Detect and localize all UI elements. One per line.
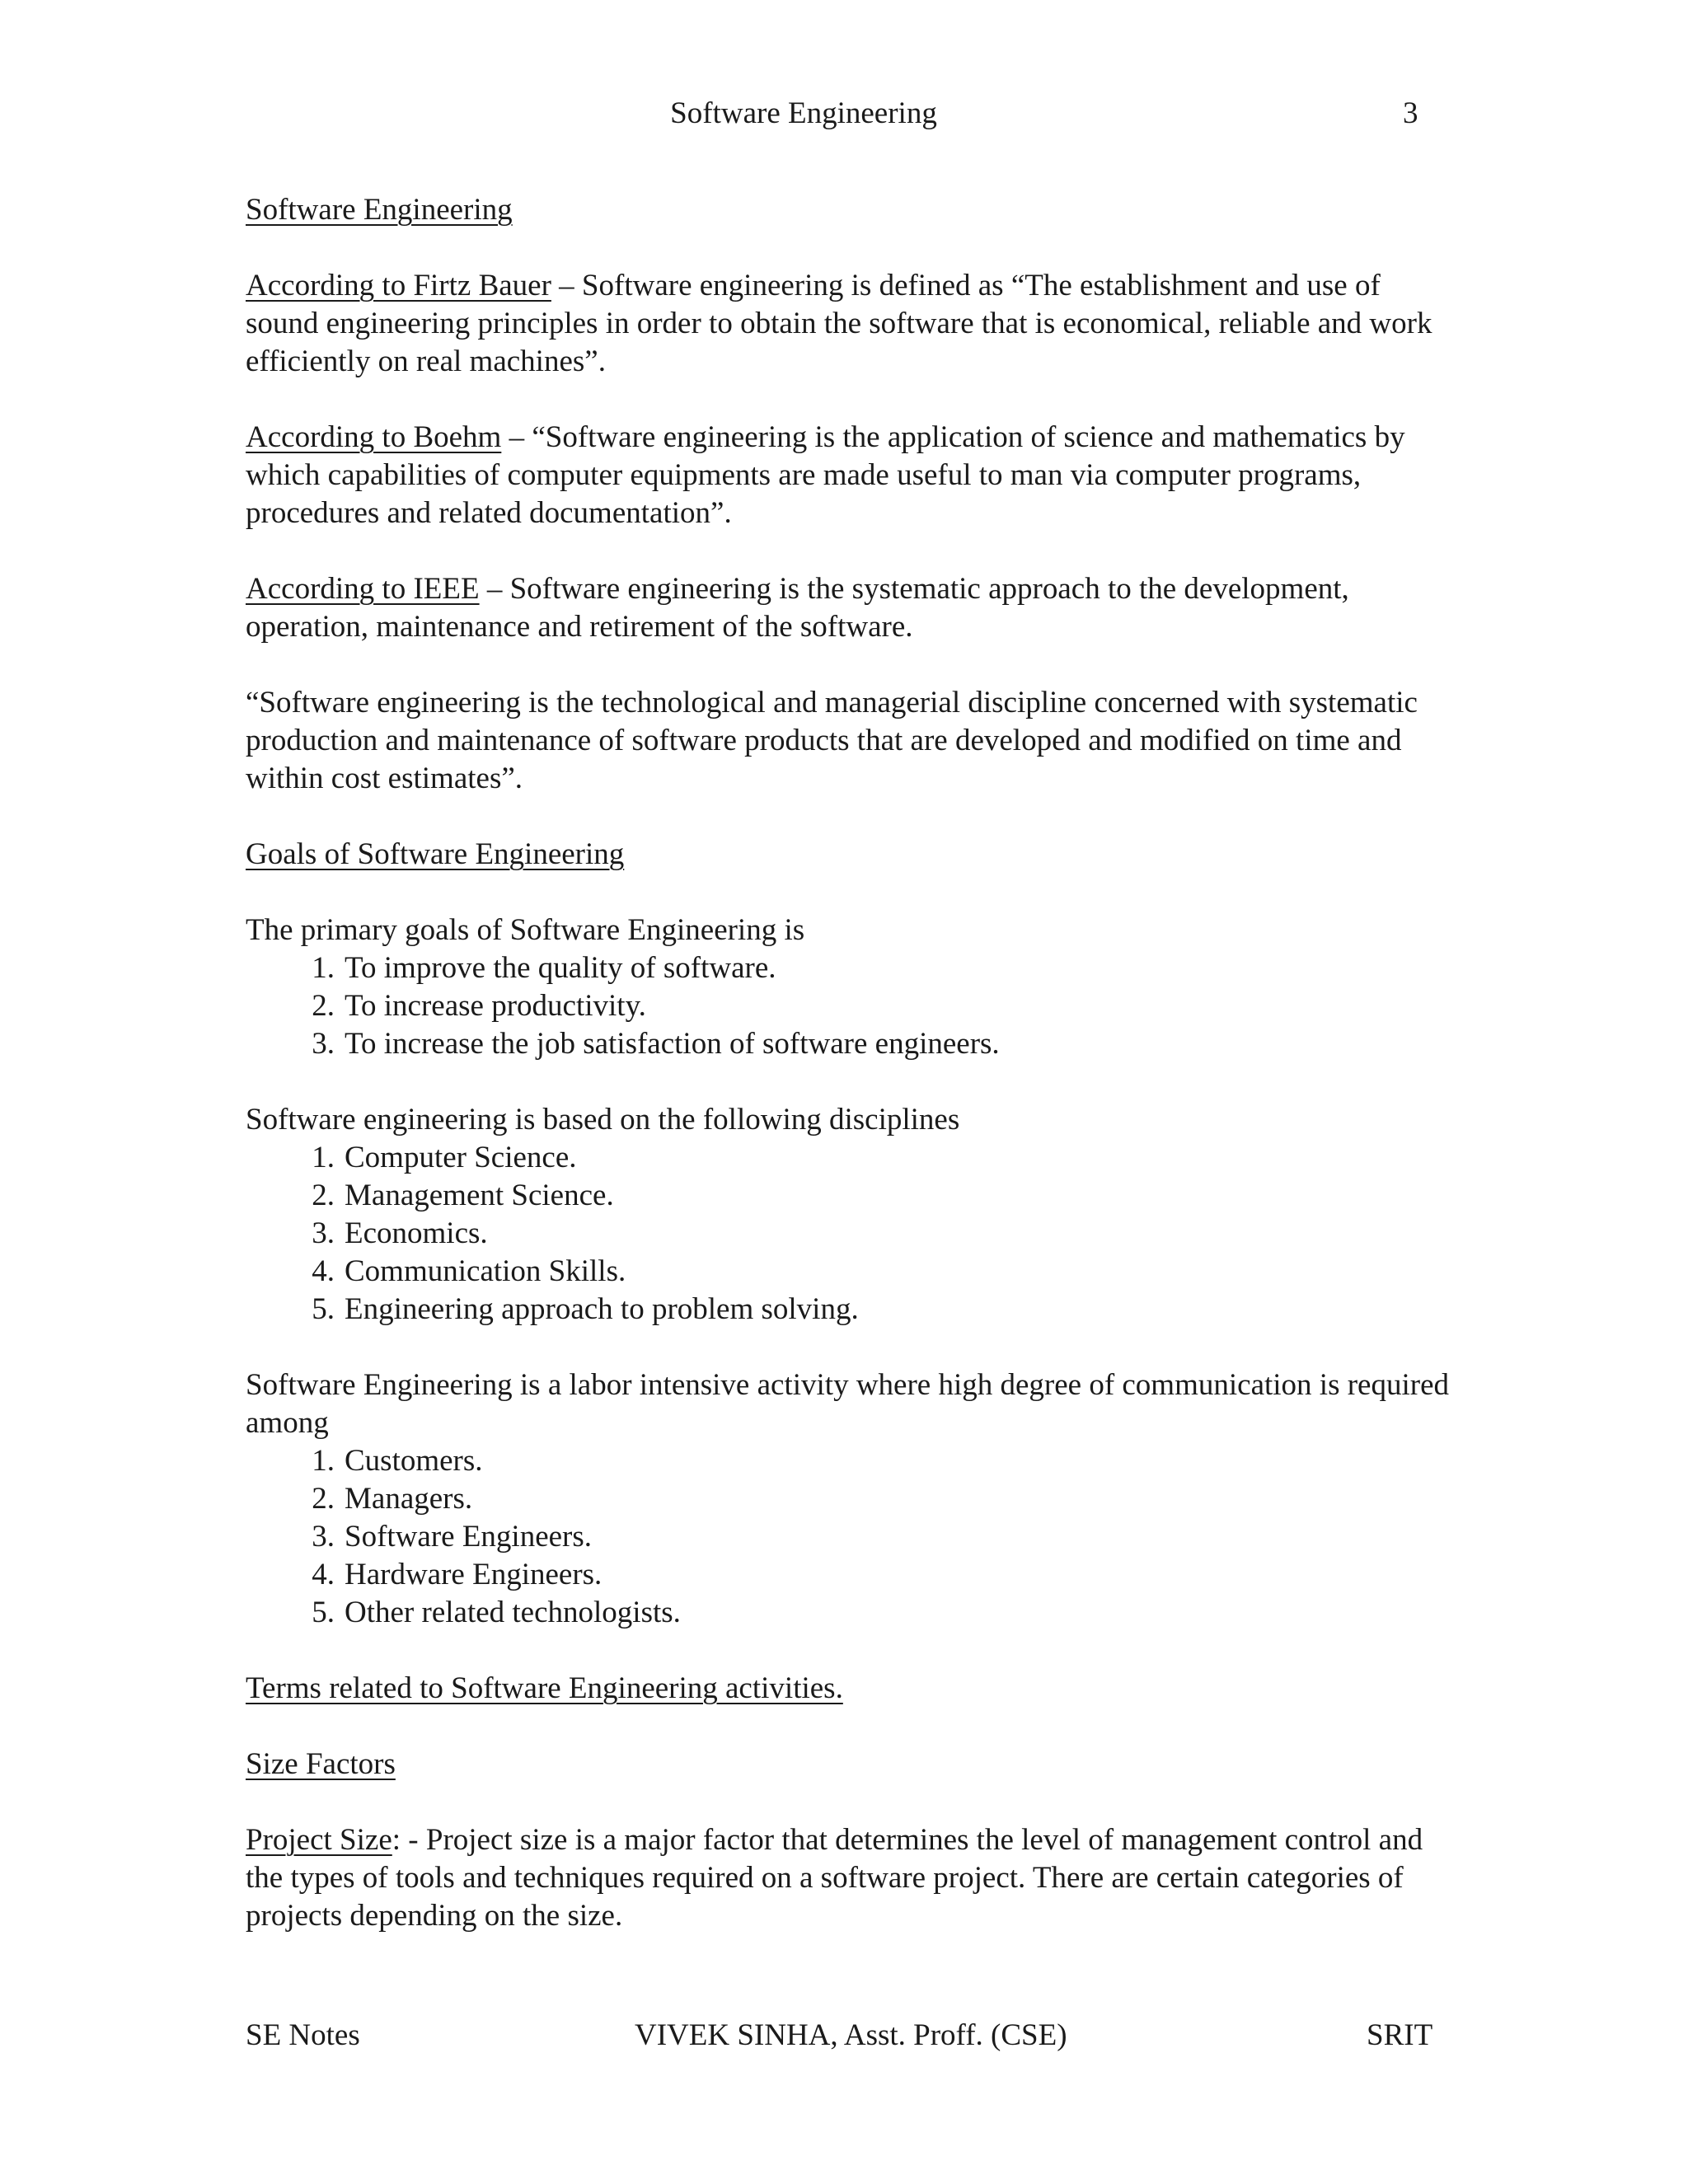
goals-list: [246, 949, 1449, 1063]
list-item: [312, 1556, 1449, 1594]
list-item: [312, 1442, 1449, 1480]
list-item: [312, 1480, 1449, 1518]
list-text: To improve the quality of software.: [345, 951, 776, 985]
list-number: 3.: [312, 1216, 335, 1250]
definition-boehm: [246, 419, 1449, 532]
list-text: Managers.: [345, 1482, 473, 1516]
terms-heading-text: Terms related to Software Engineering activities.: [246, 1671, 843, 1705]
list-number: 3.: [312, 1520, 335, 1554]
goals-heading: [246, 836, 1449, 874]
list-item: [312, 1518, 1449, 1556]
list-number: 1.: [312, 1444, 335, 1478]
definition-text: – “Software engineering is the application of science and mathematics by which capabilities of computer equipments are made useful to man via computer programs, procedures and related documentation”.: [246, 420, 1405, 530]
list-text: Hardware Engineers.: [345, 1558, 603, 1591]
list-number: 2.: [312, 1482, 335, 1516]
goals-section: [246, 912, 1449, 1063]
list-text: Other related technologists.: [345, 1596, 681, 1629]
footer-center: VIVEK SINHA, Asst. Proff. (CSE): [635, 2018, 1067, 2052]
list-item: [312, 987, 1449, 1025]
definition-quote: “Software engineering is the technological and managerial discipline concerned with systematic production and maintenance of software products that are developed and modified on time and within cost estimates”.: [246, 686, 1418, 795]
project-size-text: : - Project size is a major factor that determines the level of management control and the types of tools and techniques required on a software project. There are certain categories of projects depending on the size.: [246, 1823, 1423, 1933]
communication-list: [246, 1442, 1449, 1632]
size-factors-heading: [246, 1746, 1449, 1783]
list-item: [312, 1177, 1449, 1215]
list-number: 2.: [312, 989, 335, 1023]
footer-left: SE Notes: [246, 2018, 360, 2052]
list-text: Customers.: [345, 1444, 483, 1478]
definition-source: According to Firtz Bauer: [246, 269, 551, 302]
list-number: 5.: [312, 1596, 335, 1629]
list-text: Software Engineers.: [345, 1520, 593, 1554]
communication-intro: Software Engineering is a labor intensive activity where high degree of communication is required among: [246, 1368, 1450, 1440]
section-heading: [246, 191, 1449, 229]
definition-source: According to IEEE: [246, 572, 480, 606]
list-number: 5.: [312, 1292, 335, 1326]
communication-section: [246, 1366, 1449, 1632]
list-number: 3.: [312, 1027, 335, 1061]
definition-text: – Software engineering is defined as “The establishment and use of sound engineering principles in order to obtain the software that is economical, reliable and work efficiently on real machines”.: [246, 269, 1432, 378]
project-size-paragraph: [246, 1821, 1449, 1935]
list-text: Management Science.: [345, 1179, 614, 1212]
section-heading-text: Software Engineering: [246, 193, 513, 227]
page-number: 3: [1403, 96, 1418, 130]
page-header-title: Software Engineering: [670, 96, 937, 130]
list-text: Engineering approach to problem solving.: [345, 1292, 859, 1326]
list-text: Computer Science.: [345, 1141, 577, 1174]
definition-source: According to Boehm: [246, 420, 502, 454]
goals-heading-text: Goals of Software Engineering: [246, 837, 625, 871]
list-number: 4.: [312, 1558, 335, 1591]
document-body: [246, 191, 1449, 1973]
list-item: [312, 1025, 1449, 1063]
list-text: To increase productivity.: [345, 989, 646, 1023]
list-text: Communication Skills.: [345, 1254, 626, 1288]
list-text: To increase the job satisfaction of software engineers.: [345, 1027, 1000, 1061]
goals-intro: The primary goals of Software Engineering is: [246, 913, 805, 947]
disciplines-list: [246, 1139, 1449, 1329]
disciplines-intro: Software engineering is based on the following disciplines: [246, 1103, 960, 1137]
disciplines-section: [246, 1101, 1449, 1329]
definition-ieee: [246, 570, 1449, 646]
list-number: 2.: [312, 1179, 335, 1212]
size-factors-heading-text: Size Factors: [246, 1747, 396, 1781]
definition-text: – Software engineering is the systematic approach to the development, operation, maintenance and retirement of the software.: [246, 572, 1349, 644]
list-item: [312, 1215, 1449, 1253]
list-item: [312, 949, 1449, 987]
list-number: 1.: [312, 1141, 335, 1174]
project-size-label: Project Size: [246, 1823, 392, 1857]
list-item: [312, 1594, 1449, 1632]
footer-right: SRIT: [1367, 2018, 1433, 2052]
list-number: 1.: [312, 951, 335, 985]
definition-bauer: [246, 267, 1449, 381]
terms-heading: [246, 1670, 1449, 1708]
list-item: [312, 1253, 1449, 1291]
list-text: Economics.: [345, 1216, 488, 1250]
list-number: 4.: [312, 1254, 335, 1288]
list-item: [312, 1291, 1449, 1329]
list-item: [312, 1139, 1449, 1177]
